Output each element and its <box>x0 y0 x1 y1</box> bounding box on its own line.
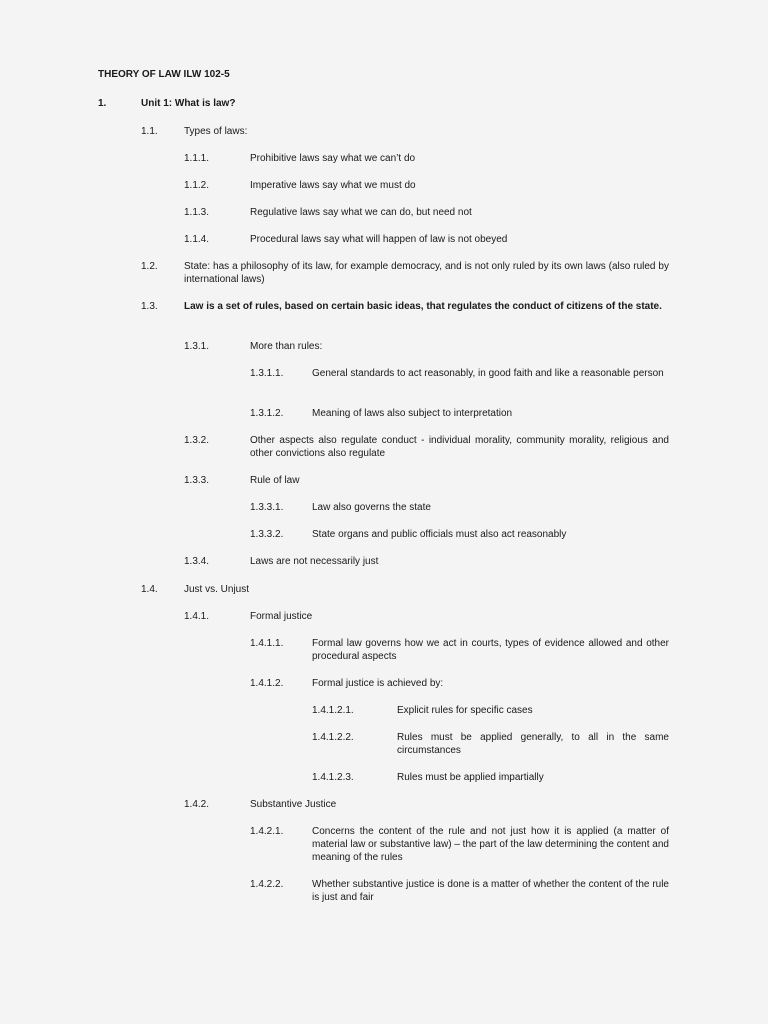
item-text: Prohibitive laws say what we can’t do <box>250 153 416 164</box>
item-text: Explicit rules for specific cases <box>397 705 533 716</box>
item-text: Rules must be applied generally, to all in the same circumstances <box>397 732 669 756</box>
item-text: Concerns the content of the rule and not just how it is applied (a matter of material law or substantive law) – the part of the law determining the content and meaning of the rules <box>312 826 669 863</box>
item-text: Rules must be applied impartially <box>397 772 544 783</box>
item-number: 1.3.1.2. <box>250 408 284 419</box>
item-number: 1.1.1. <box>184 153 210 164</box>
item-text: Types of laws: <box>184 126 248 137</box>
item-text: More than rules: <box>250 341 323 352</box>
item-number: 1.4.2.2. <box>250 879 284 890</box>
item-text: Unit 1: What is law? <box>141 98 236 109</box>
item-number: 1.1.4. <box>184 234 210 245</box>
item-number: 1.1.2. <box>184 180 210 191</box>
item-text: Formal law governs how we act in courts, types of evidence allowed and other procedural aspects <box>312 638 669 662</box>
item-text: General standards to act reasonably, in good faith and like a reasonable person <box>312 368 664 379</box>
item-number: 1.4.2. <box>184 799 210 810</box>
item-text: Other aspects also regulate conduct - individual morality, community morality, religious and other convictions also regulate <box>250 435 669 459</box>
item-number: 1.4. <box>141 584 158 595</box>
item-text: Whether substantive justice is done is a matter of whether the content of the rule is just and fair <box>312 879 669 903</box>
item-number: 1.4.1.2.3. <box>312 772 354 783</box>
document-title: THEORY OF LAW ILW 102-5 <box>98 69 230 80</box>
item-number: 1.1.3. <box>184 207 210 218</box>
item-number: 1.4.1.2.1. <box>312 705 354 716</box>
item-number: 1.3.4. <box>184 556 210 567</box>
item-number: 1. <box>98 98 107 109</box>
item-text: Procedural laws say what will happen of law is not obeyed <box>250 234 508 245</box>
item-number: 1.3.1. <box>184 341 210 352</box>
item-number: 1.4.1.1. <box>250 638 284 649</box>
item-text: Laws are not necessarily just <box>250 556 379 567</box>
item-number: 1.1. <box>141 126 158 137</box>
item-text: Law also governs the state <box>312 502 431 513</box>
item-text: Law is a set of rules, based on certain basic ideas, that regulates the conduct of citizens of the state. <box>184 301 662 312</box>
item-number: 1.4.1. <box>184 611 210 622</box>
item-text: Substantive Justice <box>250 799 337 810</box>
item-number: 1.4.1.2.2. <box>312 732 354 743</box>
item-number: 1.3.2. <box>184 435 210 446</box>
item-number: 1.2. <box>141 261 158 272</box>
item-text: State organs and public officials must also act reasonably <box>312 529 567 540</box>
item-text: Formal justice <box>250 611 313 622</box>
item-text: Imperative laws say what we must do <box>250 180 416 191</box>
item-number: 1.3.1.1. <box>250 368 284 379</box>
item-number: 1.3.3. <box>184 475 210 486</box>
item-text: Formal justice is achieved by: <box>312 678 444 689</box>
item-number: 1.3.3.1. <box>250 502 284 513</box>
item-number: 1.3. <box>141 301 158 312</box>
item-text: Regulative laws say what we can do, but need not <box>250 207 472 218</box>
item-text: Meaning of laws also subject to interpretation <box>312 408 513 419</box>
item-number: 1.4.1.2. <box>250 678 284 689</box>
item-text: State: has a philosophy of its law, for example democracy, and is not only ruled by its own laws (also ruled by international laws) <box>184 261 669 285</box>
item-number: 1.4.2.1. <box>250 826 284 837</box>
item-text: Rule of law <box>250 475 300 486</box>
item-text: Just vs. Unjust <box>184 584 250 595</box>
item-number: 1.3.3.2. <box>250 529 284 540</box>
